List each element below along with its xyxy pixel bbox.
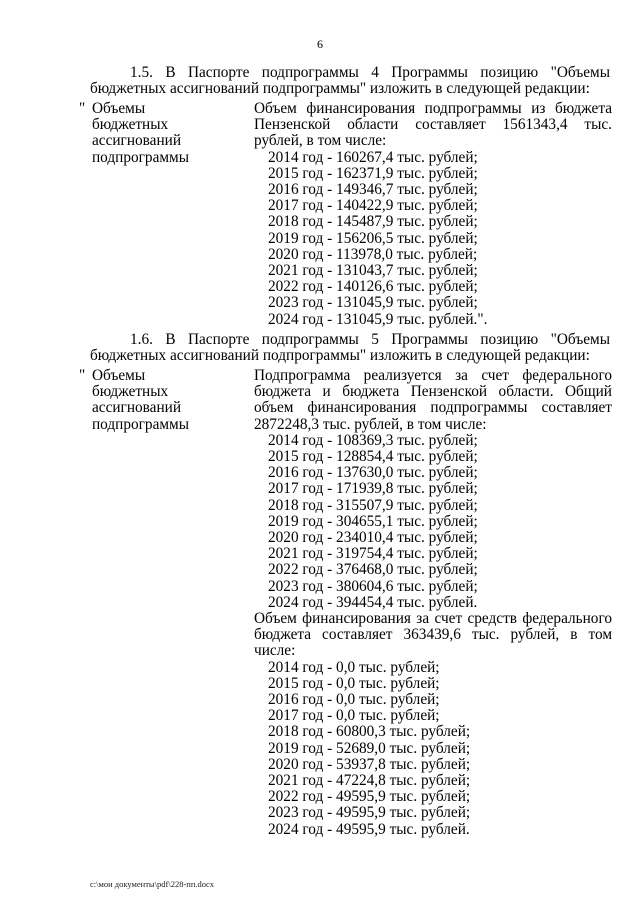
- federal-year-line: 2016 год - 0,0 тыс. рублей;: [268, 691, 440, 709]
- year-line: 2022 год - 376468,0 тыс. рублей;: [268, 561, 478, 579]
- year-line: 2015 год - 162371,9 тыс. рублей;: [268, 164, 478, 182]
- federal-year-line: 2022 год - 49595,9 тыс. рублей;: [268, 788, 471, 806]
- section-1-5-paragraph: [90, 65, 610, 97]
- year-line: 2024 год - 394454,4 тыс. рублей.: [268, 593, 478, 611]
- section-1-5-line-2: бюджетных ассигнований подпрограммы" изложить в следующей редакции:: [90, 80, 590, 98]
- table-2-left-column: [92, 368, 252, 433]
- federal-funding-intro-text: Объем финансирования за счет средств федерального бюджета составляет 363439,6 тыс. рублей, в том числе:: [254, 610, 612, 660]
- left-label-line: ассигнований: [92, 399, 182, 417]
- file-path-footer: c:\мои документы\pdf\228-пп.docx: [90, 879, 215, 889]
- year-line: 2014 год - 160267,4 тыс. рублей;: [268, 148, 478, 166]
- left-label-line: подпрограммы: [92, 148, 190, 166]
- year-line: 2015 год - 128854,4 тыс. рублей;: [268, 448, 478, 466]
- year-line: 2024 год - 131045,9 тыс. рублей.".: [268, 310, 488, 328]
- table-1-left-column: [92, 101, 252, 166]
- left-label-line: бюджетных: [92, 116, 169, 134]
- section-1-6-paragraph: [90, 332, 610, 364]
- opening-quote-mark: ": [79, 100, 86, 117]
- federal-year-line: 2017 год - 0,0 тыс. рублей;: [268, 707, 440, 725]
- table-2-right-column: [254, 368, 612, 838]
- page-number: 6: [317, 37, 323, 51]
- year-line: 2016 год - 137630,0 тыс. рублей;: [268, 464, 478, 482]
- year-line: 2022 год - 140126,6 тыс. рублей;: [268, 278, 478, 296]
- year-line: 2014 год - 108369,3 тыс. рублей;: [268, 431, 478, 449]
- year-line: 2017 год - 171939,8 тыс. рублей;: [268, 480, 478, 498]
- federal-year-line: 2021 год - 47224,8 тыс. рублей;: [268, 772, 471, 790]
- table-1-right-column: [254, 101, 612, 328]
- opening-quote-mark: ": [79, 367, 86, 384]
- year-line: 2017 год - 140422,9 тыс. рублей;: [268, 197, 478, 215]
- year-line: 2023 год - 380604,6 тыс. рублей;: [268, 577, 478, 595]
- year-line: 2019 год - 156206,5 тыс. рублей;: [268, 229, 478, 247]
- left-label-line: бюджетных: [92, 383, 169, 401]
- funding-intro-text: Объем финансирования подпрограммы из бюджета Пензенской области составляет 1561343,4 тыс. рублей, в том числе:: [254, 100, 612, 150]
- left-label-line: Объемы: [92, 100, 146, 117]
- year-line: 2023 год - 131045,9 тыс. рублей;: [268, 294, 478, 312]
- federal-year-line: 2019 год - 52689,0 тыс. рублей;: [268, 739, 471, 757]
- left-label-line: ассигнований: [92, 132, 182, 150]
- federal-year-line: 2023 год - 49595,9 тыс. рублей;: [268, 804, 471, 822]
- year-line: 2018 год - 145487,9 тыс. рублей;: [268, 213, 478, 231]
- year-line: 2016 год - 149346,7 тыс. рублей;: [268, 181, 478, 199]
- year-line: 2019 год - 304655,1 тыс. рублей;: [268, 512, 478, 530]
- federal-year-line: 2015 год - 0,0 тыс. рублей;: [268, 674, 440, 692]
- federal-year-line: 2024 год - 49595,9 тыс. рублей.: [268, 820, 470, 838]
- year-line: 2020 год - 113978,0 тыс. рублей;: [268, 245, 478, 263]
- section-1-6-line-1: 1.6. В Паспорте подпрограммы 5 Программы позицию "Объемы: [130, 331, 610, 348]
- left-label-line: подпрограммы: [92, 415, 190, 433]
- year-line: 2021 год - 319754,4 тыс. рублей;: [268, 545, 478, 563]
- left-label-line: Объемы: [92, 367, 146, 384]
- funding-intro-text: Подпрограмма реализуется за счет федерального бюджета и бюджета Пензенской области. Общий объем финансирования подпрограммы составляет 2872248,3 тыс. рублей, в том числе:: [254, 367, 612, 433]
- section-1-6-line-2: бюджетных ассигнований подпрограммы" изложить в следующей редакции:: [90, 347, 590, 365]
- federal-year-line: 2014 год - 0,0 тыс. рублей;: [268, 658, 440, 676]
- year-line: 2021 год - 131043,7 тыс. рублей;: [268, 262, 478, 280]
- section-1-5-line-1: 1.5. В Паспорте подпрограммы 4 Программы позицию "Объемы: [130, 64, 610, 81]
- year-line: 2018 год - 315507,9 тыс. рублей;: [268, 496, 478, 514]
- year-line: 2020 год - 234010,4 тыс. рублей;: [268, 529, 478, 547]
- federal-year-line: 2018 год - 60800,3 тыс. рублей;: [268, 723, 471, 741]
- federal-year-line: 2020 год - 53937,8 тыс. рублей;: [268, 755, 471, 773]
